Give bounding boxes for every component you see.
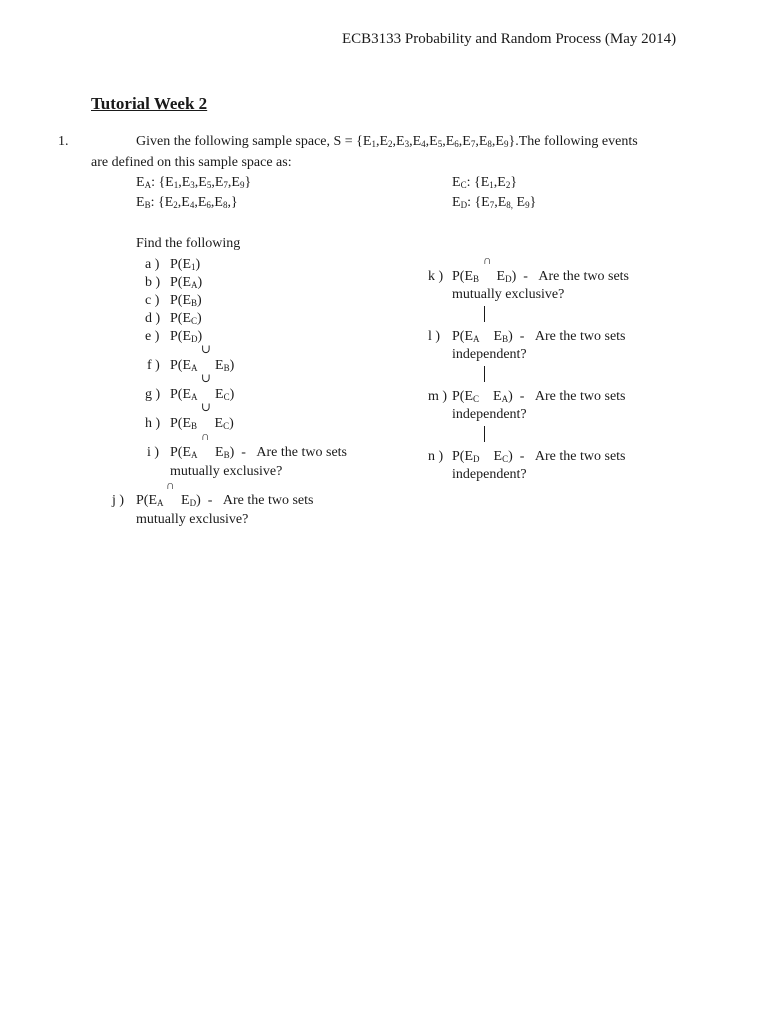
item-l-question2: independent?	[452, 347, 527, 362]
question-intro-line1: Given the following sample space, $S = \{E_1,E_2,E_3,E_4,E_5,E_6,E_7,E_8,E_9\}.The$ following events	[136, 134, 638, 149]
item-j-question: Are the two sets	[222, 493, 314, 508]
intersection-operator-k: ∩	[483, 253, 492, 267]
given-operator-n	[484, 426, 485, 442]
question-number: 1.	[58, 134, 69, 149]
item-n-expr: $P(E_D$ $E_C$) - Are the two sets	[452, 449, 626, 464]
item-c-expr: $P(E_B)$	[170, 293, 202, 308]
item-e-expr: $P(E_D)$	[170, 329, 203, 344]
event-b-definition: $E_B$: $\{E_2,E_4,E_6,E_8,\}$	[136, 195, 238, 210]
item-k-expr: $P(E_B$ $E_D$) - Are the two sets	[452, 269, 629, 284]
item-n-question2: independent?	[452, 467, 527, 482]
item-e-label: e )	[145, 329, 160, 344]
item-l-question: Are the two sets	[534, 329, 626, 344]
item-h-label: h )	[145, 416, 161, 431]
item-m-label: m )	[428, 389, 448, 404]
item-m-expr: $P(E_C$ $E_A$) - Are the two sets	[452, 389, 626, 404]
union-operator-h: ∪	[201, 400, 212, 414]
item-n-question: Are the two sets	[534, 449, 626, 464]
document-header: ECB3133 Probability and Random Process (May 2014)	[342, 31, 677, 47]
item-f-label: f )	[147, 358, 160, 373]
item-l-expr: $P(E_A$ $E_B$) - Are the two sets	[452, 329, 626, 344]
find-label: Find the following	[136, 236, 241, 251]
union-operator-g: ∪	[201, 371, 212, 385]
item-d-label: d )	[145, 311, 161, 326]
item-b-label: b )	[145, 275, 161, 290]
given-operator-m	[484, 366, 485, 382]
item-j-expr: $P(E_A$ $E_D$) - Are the two sets	[136, 493, 314, 508]
item-m-question2: independent?	[452, 407, 527, 422]
question-intro-line2: are defined on this sample space as:	[91, 155, 292, 170]
item-f-expr: $P(E_A$ $E_B$)	[170, 358, 235, 373]
page-title: Tutorial Week 2	[91, 94, 208, 113]
item-j-label: j )	[112, 493, 125, 508]
event-c-definition: $E_C$: $\{E_1,E_2\}$	[452, 175, 518, 190]
item-l-label: l )	[428, 329, 441, 344]
item-a-expr: $P(E_1)$	[170, 257, 201, 272]
item-i-label: i )	[147, 445, 160, 460]
item-g-expr: $P(E_A$ $E_C$)	[170, 387, 235, 402]
item-k-question: Are the two sets	[538, 269, 629, 284]
union-operator-f: ∪	[201, 342, 212, 356]
item-g-label: g )	[145, 387, 161, 402]
event-a-definition: $E_A$: $\{E_1,E_3,E_5,E_7,E_9\}$	[136, 175, 252, 190]
item-b-expr: $P(E_A)$	[170, 275, 203, 290]
item-a-label: a )	[145, 257, 160, 272]
item-k-question2: mutually exclusive?	[452, 287, 565, 302]
item-m-question: Are the two sets	[534, 389, 626, 404]
given-operator-l	[484, 306, 485, 322]
item-c-label: c )	[145, 293, 160, 308]
item-j-question2: mutually exclusive?	[136, 512, 249, 527]
item-n-label: n )	[428, 449, 444, 464]
item-d-expr: $P(E_C)$	[170, 311, 202, 326]
item-i-question2: mutually exclusive?	[170, 464, 283, 479]
intersection-operator-i: ∩	[201, 429, 210, 443]
item-i-question: Are the two sets	[256, 445, 347, 460]
item-i-expr: $P(E_A$ $E_B$) - Are the two sets	[170, 445, 347, 460]
item-k-label: k )	[428, 269, 444, 284]
event-d-definition: $E_D$: {$E_7,E_{8,}$ $E_9$}	[452, 195, 537, 210]
intersection-operator-j: ∩	[166, 478, 175, 492]
item-h-expr: $P(E_B$ $E_C$)	[170, 416, 234, 431]
